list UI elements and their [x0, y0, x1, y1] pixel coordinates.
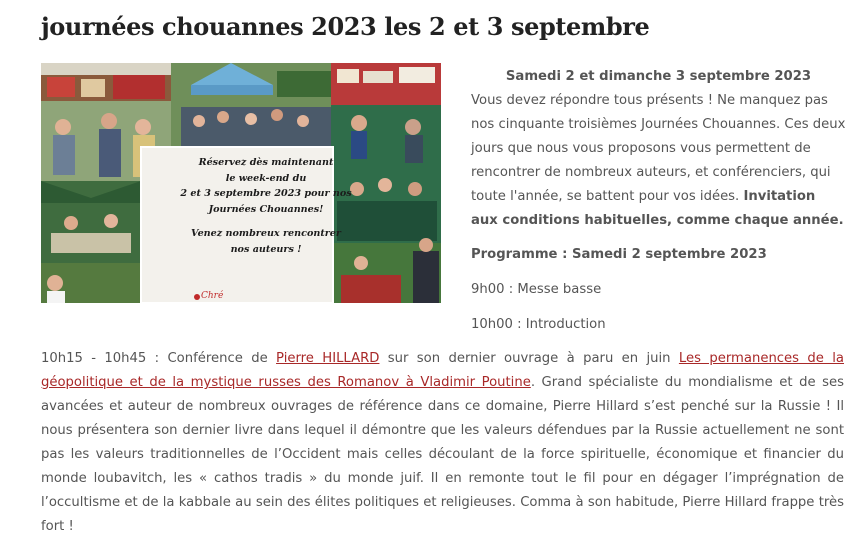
- book-link[interactable]: Les permanences de la géopolitique et de la mystique russes des Romanov à Vladimir Poutine: [41, 351, 844, 390]
- conference-time: 10h15 - 10h45 : Conférence de: [41, 351, 277, 366]
- event-poster-image: [41, 63, 441, 303]
- intro-text: Vous devez répondre tous présents ! Ne manquez pas nos cinquante troisièmes Journées Chouannes. Ces deux jours que nous vous proposons vous permettent de rencontrer de nombreux auteurs, et conférenciers, qui toute l'année, se battent pour vos idées.: [471, 93, 846, 204]
- poster-line: le week-end du: [225, 172, 307, 184]
- conference-middle-text: sur son dernier ouvrage à paru en juin: [379, 351, 679, 366]
- invitation-note: Invitation aux conditions habituelles, comme chaque année.: [471, 189, 844, 228]
- speaker-link[interactable]: Pierre HILLARD: [276, 351, 380, 366]
- conference-paragraph: [41, 347, 844, 539]
- poster-line: nos auteurs !: [230, 243, 302, 255]
- schedule-item: 9h00 : Messe basse: [471, 282, 602, 297]
- article-title: journées chouannes 2023 les 2 et 3 septembre: [41, 12, 650, 41]
- poster-footer-fragment: Chré: [201, 291, 224, 301]
- poster-line: 2 et 3 septembre 2023 pour nos: [180, 188, 352, 200]
- conference-description: . Grand spécialiste du mondialisme et de ses avancées et auteur de nombreux ouvrages de référence dans ce domaine, Pierre Hillard s’est penché sur la Russie ! Il nous présentera son dernier livre dans lequel il démontre que les valeurs défendues par la Russie actuellement ne sont pas les valeurs traditionnelles de l’Occident mais celles découlant de la force spirituelle, économique et financier du monde loubavitch, les « cathos tradis » du monde juif. Il en remonte tout le fil pour en dégager l’imprégnation de l’occultisme et de la kabbale au sein des élites politiques et religieuses. Comma à son habitude, Pierre Hillard frappe très fort !: [41, 375, 844, 534]
- schedule-item: 10h00 : Introduction: [471, 317, 606, 332]
- event-intro: [471, 65, 846, 337]
- programme-heading: Programme : Samedi 2 septembre 2023: [471, 247, 767, 262]
- poster-announcement: [169, 155, 363, 258]
- poster-line: Venez nombreux rencontrer: [191, 228, 341, 240]
- poster-line: Journées Chouannes!: [208, 203, 324, 215]
- intro-paragraph: [471, 89, 846, 233]
- poster-line: Réservez dès maintenant: [198, 157, 334, 168]
- event-date-heading: Samedi 2 et dimanche 3 septembre 2023: [505, 69, 812, 84]
